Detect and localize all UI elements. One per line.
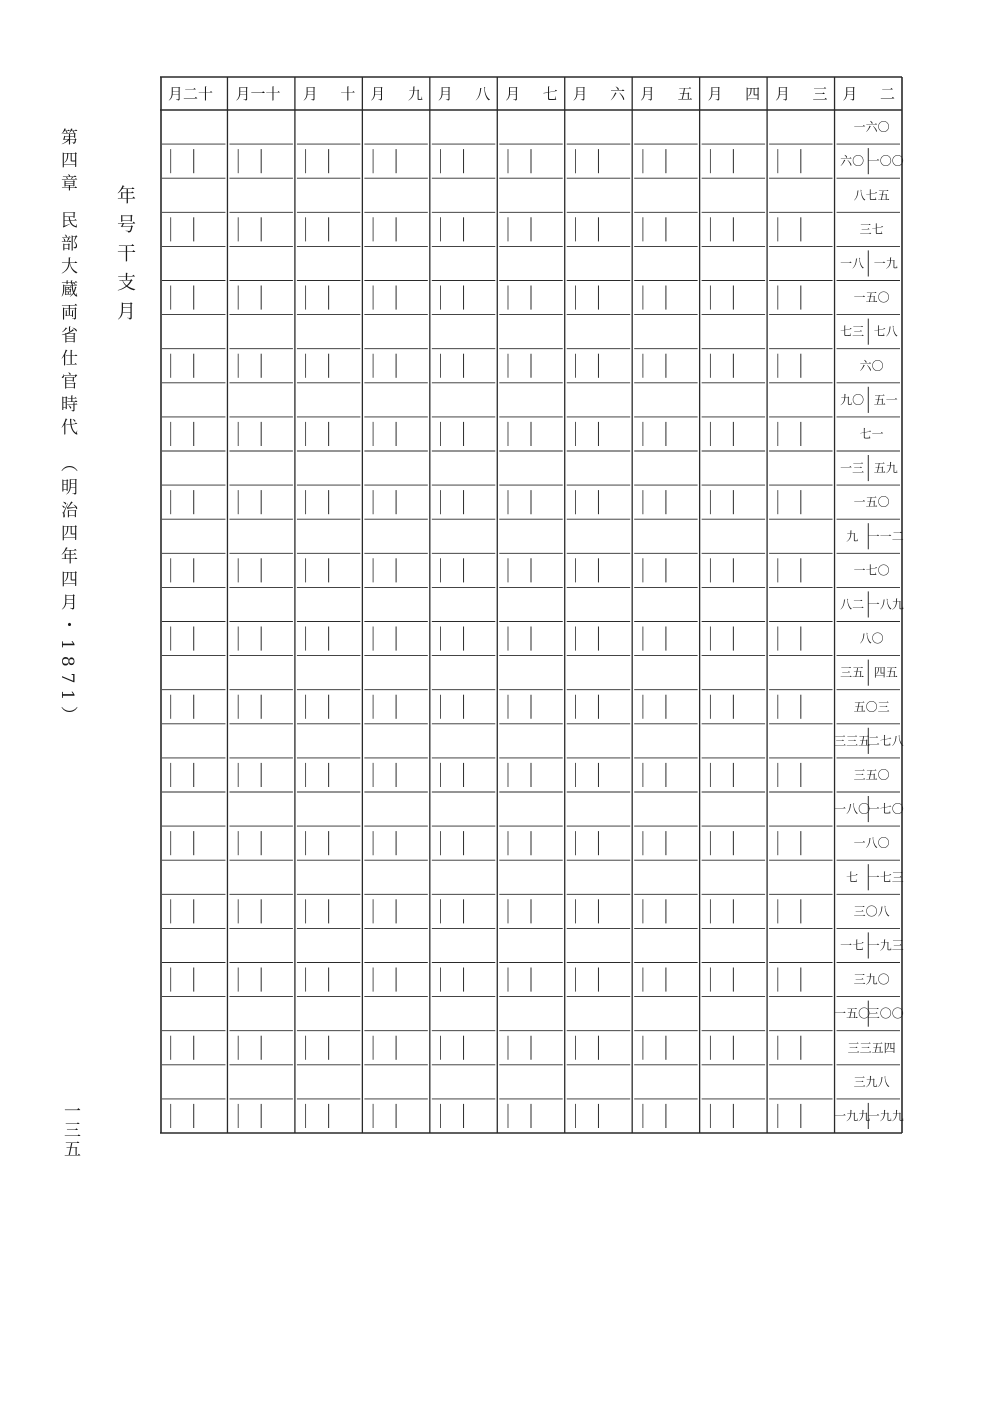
february-entry-value: 一九: [873, 256, 898, 271]
month-header-label: 六: [610, 85, 626, 103]
month-header-label: 二: [880, 85, 896, 103]
february-entry-value: 四五: [873, 665, 898, 680]
february-entry-value: 七: [846, 870, 859, 885]
month-header-label: 五: [677, 85, 693, 103]
month-header-label: 月: [572, 85, 588, 103]
february-entry-value: 一八〇: [834, 802, 871, 817]
february-entry-value: 一九三: [867, 938, 904, 953]
month-header-label: 月一十: [235, 85, 281, 103]
february-entry-value: 二七八: [867, 733, 904, 748]
month-header-label: 月: [640, 85, 656, 103]
february-entry-value: 三三五四: [847, 1040, 896, 1055]
february-entry-value: 一一二: [867, 529, 904, 544]
month-header-label: 九: [407, 85, 423, 103]
month-header-label: 月: [707, 85, 723, 103]
month-header-label: 三: [812, 85, 828, 103]
february-entry-value: 一八九: [867, 597, 904, 612]
february-entry-value: 三五〇: [853, 767, 890, 782]
february-entry-value: 一六〇: [853, 120, 890, 135]
ledger-table: [160, 75, 910, 1139]
february-entry-value: 五九: [873, 461, 898, 476]
february-entry-value: 八七五: [853, 188, 890, 203]
february-entry-value: 一〇〇: [867, 154, 904, 169]
month-header-label: 月: [302, 85, 318, 103]
chapter-heading: [58, 128, 75, 729]
february-entry-value: 三五: [840, 665, 865, 680]
table-heading: 年号干支月: [114, 185, 136, 330]
february-entry-value: 一七三: [867, 870, 904, 885]
february-entry-value: 七一: [859, 426, 884, 441]
month-header-label: 七: [542, 85, 558, 103]
ledger-grid: [160, 75, 910, 1135]
february-entry-value: 七三: [840, 324, 865, 339]
february-entry-value: 六〇: [859, 358, 884, 373]
month-header-label: 四: [745, 85, 761, 103]
month-header-label: 月: [775, 85, 791, 103]
february-entry-value: 一五〇: [853, 495, 890, 510]
chapter-title: 民部大蔵両省仕官時代: [57, 211, 77, 441]
february-entry-value: 八〇: [859, 631, 884, 646]
february-entry-value: 三七: [859, 222, 884, 237]
month-header-label: 月: [437, 85, 453, 103]
february-entry-value: 一八〇: [853, 836, 890, 851]
february-entry-value: 一七〇: [853, 563, 890, 578]
month-header-label: 月: [505, 85, 521, 103]
february-entry-value: 三三五: [834, 733, 871, 748]
month-header-label: 月: [842, 85, 858, 103]
month-header-label: 月二十: [168, 85, 214, 103]
february-entry-value: 五〇三: [853, 699, 890, 714]
month-header-label: 八: [475, 85, 491, 103]
february-entry-value: 一七: [840, 938, 865, 953]
february-entry-value: 九: [846, 529, 859, 544]
february-entry-value: 三九〇: [853, 972, 890, 987]
february-entry-value: 一九九: [867, 1108, 904, 1123]
february-entry-value: 一五〇: [853, 290, 890, 305]
february-entry-value: 七八: [873, 324, 898, 339]
february-entry-value: 一五〇: [834, 1006, 871, 1021]
february-entry-value: 一七〇: [867, 802, 904, 817]
february-entry-value: 三九八: [853, 1074, 890, 1089]
february-entry-value: 六〇: [840, 154, 865, 169]
chapter-period: （明治四年四月・1871）: [57, 455, 77, 730]
february-entry-value: 九〇: [840, 392, 865, 407]
february-entry-value: 三〇八: [853, 904, 890, 919]
february-entry-value: 八二: [840, 597, 865, 612]
february-entry-value: 一八: [840, 256, 865, 271]
february-entry-value: 一九九: [834, 1108, 871, 1123]
page-number: 一三五: [60, 1102, 80, 1159]
chapter-number: 第四章: [57, 128, 77, 197]
month-header-label: 月: [370, 85, 386, 103]
february-entry-value: 五一: [873, 392, 898, 407]
month-header-label: 十: [340, 85, 356, 103]
february-entry-value: 三〇〇: [867, 1006, 904, 1021]
february-entry-value: 一三: [840, 461, 865, 476]
